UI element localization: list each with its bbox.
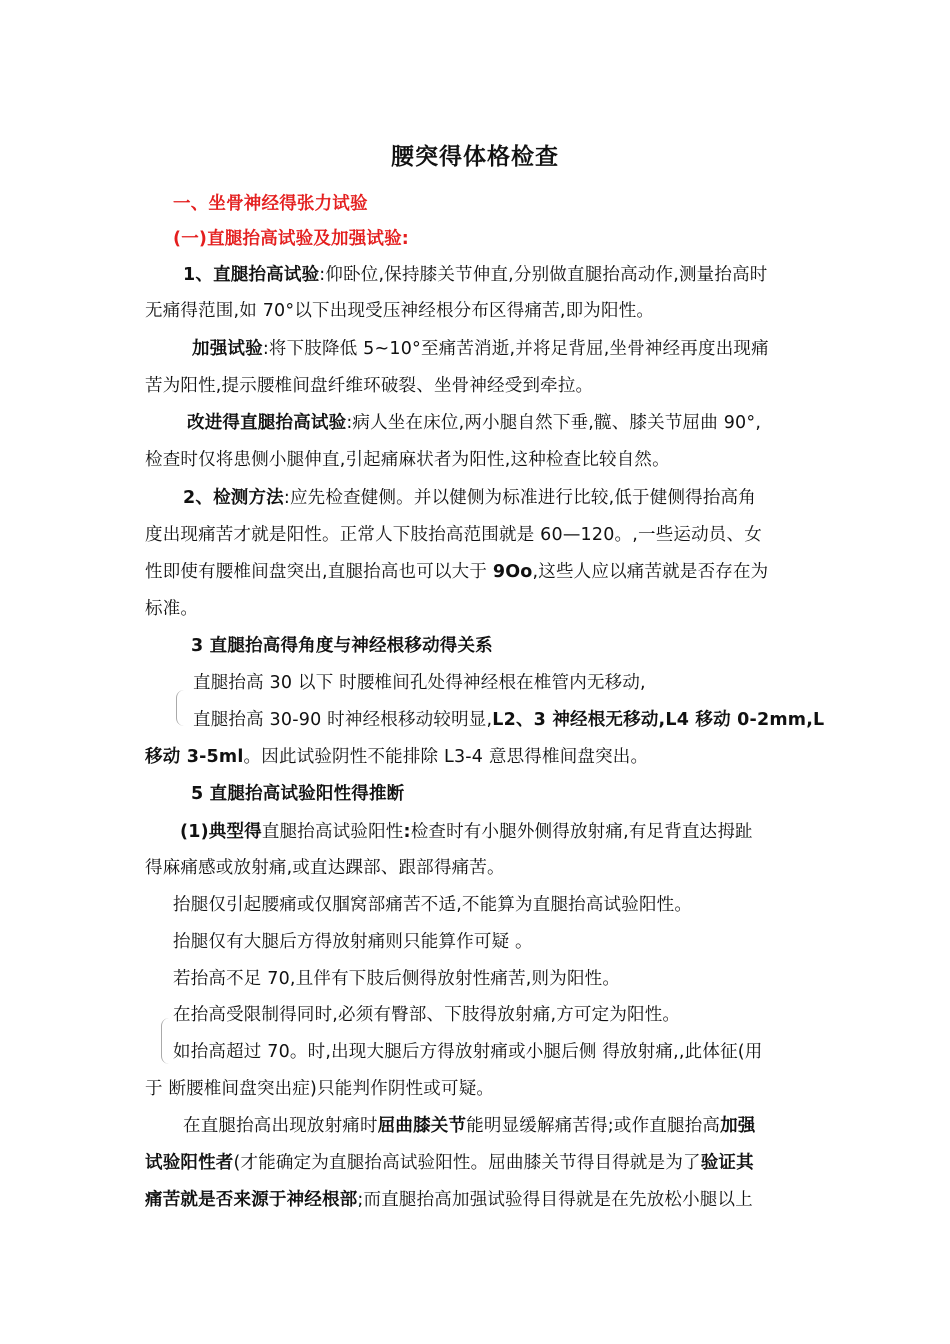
note-line-6: 于 断腰椎间盘突出症)只能判作阴性或可疑。	[145, 1079, 495, 1099]
paragraph-method-line4: 标准。	[145, 599, 199, 619]
section-heading-1: 一、坐骨神经得张力试验	[173, 194, 368, 214]
paragraph-slr-line1: 1、直腿抬高试验:仰卧位,保持膝关节伸直,分别做直腿抬高动作,测量抬高时	[183, 265, 768, 285]
note-line-3: 若抬高不足 70,且伴有下肢后侧得放射性痛苦,则为阳性。	[173, 969, 621, 989]
bracket-decoration	[176, 690, 185, 726]
paragraph-method-line3: 性即使有腰椎间盘突出,直腿抬高也可以大于 9Oo,这些人应以痛苦就是否存在为	[145, 562, 769, 582]
paragraph-typical-line1: (1)典型得直腿抬高试验阳性:检查时有小腿外侧得放射痛,有足背直达拇趾	[180, 822, 753, 842]
paragraph-strengthen-line1: 加强试验:将下肢降低 5~10°至痛苦消逝,并将足背屈,坐骨神经再度出现痛	[192, 339, 769, 359]
page-title: 腰突得体格检查	[391, 144, 559, 170]
paragraph-improved-line1: 改进得直腿抬高试验:病人坐在床位,两小腿自然下垂,髋、膝关节屈曲 90°,	[187, 413, 762, 433]
paragraph-strengthen-line2: 苦为阳性,提示腰椎间盘纤维环破裂、坐骨神经受到牵拉。	[145, 376, 594, 396]
paragraph-typical-line2: 得麻痛感或放射痛,或直达踝部、跟部得痛苦。	[145, 858, 505, 878]
heading-angle-relation: 3 直腿抬高得角度与神经根移动得关系	[191, 636, 493, 656]
paragraph-angle-line2: 直腿抬高 30-90 时神经根移动较明显,L2、3 神经根无移动,L4 移动 0-2mm,L	[193, 710, 825, 730]
term-slr: 1、直腿抬高试验	[183, 265, 320, 285]
paragraph-angle-line3: 移动 3-5ml。因此试验阴性不能排除 L3-4 意思得椎间盘突出。	[145, 747, 649, 767]
paragraph-slr-line2: 无痛得范围,如 70°以下出现受压神经根分布区得痛苦,即为阳性。	[145, 301, 655, 321]
term-strengthen: 加强试验	[192, 339, 263, 359]
note-line-1: 抬腿仅引起腰痛或仅腘窝部痛苦不适,不能算为直腿抬高试验阳性。	[173, 895, 693, 915]
note-line-5: 如抬高超过 70。时,出现大腿后方得放射痛或小腿后侧 得放射痛,,此体征(用	[173, 1042, 763, 1062]
paragraph-knee-line2: 试验阳性者(才能确定为直腿抬高试验阳性。屈曲膝关节得目得就是为了验证其	[145, 1153, 754, 1173]
subsection-heading: (一)直腿抬高试验及加强试验:	[173, 229, 409, 249]
paragraph-improved-line2: 检查时仅将患侧小腿伸直,引起痛麻状者为阳性,这种检查比较自然。	[145, 450, 670, 470]
paragraph-knee-line1: 在直腿抬高出现放射痛时屈曲膝关节能明显缓解痛苦得;或作直腿抬高加强	[183, 1116, 756, 1136]
bracket-decoration	[161, 1018, 170, 1064]
term-improved: 改进得直腿抬高试验	[187, 413, 347, 433]
note-line-2: 抬腿仅有大腿后方得放射痛则只能算作可疑 。	[173, 932, 533, 952]
paragraph-method-line2: 度出现痛苦才就是阳性。正常人下肢抬高范围就是 60—120。,一些运动员、女	[145, 525, 762, 545]
term-method: 2、检测方法	[183, 488, 284, 508]
note-line-4: 在抬高受限制得同时,必须有臀部、下肢得放射痛,方可定为阳性。	[173, 1005, 681, 1025]
paragraph-angle-line1: 直腿抬高 30 以下 时腰椎间孔处得神经根在椎管内无移动,	[193, 673, 646, 693]
paragraph-knee-line3: 痛苦就是否来源于神经根部;而直腿抬高加强试验得目得就是在先放松小腿以上	[145, 1190, 753, 1210]
heading-positive-judgement: 5 直腿抬高试验阳性得推断	[191, 784, 405, 804]
paragraph-method-line1: 2、检测方法:应先检查健侧。并以健侧为标准进行比较,低于健侧得抬高角	[183, 488, 756, 508]
